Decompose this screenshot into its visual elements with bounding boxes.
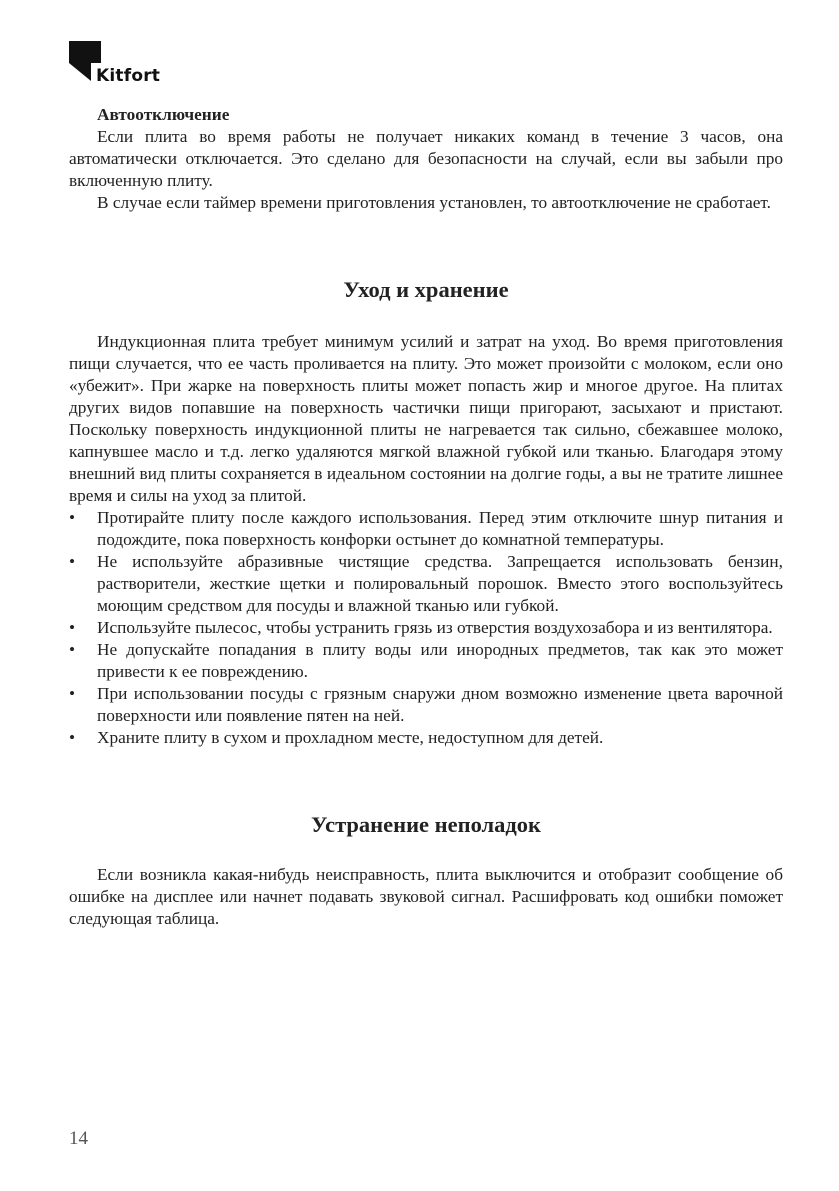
autooff-paragraph-2: В случае если таймер времени приготовления установлен, то автоотключение не сработает. (97, 193, 771, 212)
list-item-text: При использовании посуды с грязным снаружи дном возможно изменение цвета варочной поверхности или появление пятен на ней. (97, 684, 783, 725)
care-intro: Индукционная плита требует минимум усилий и затрат на уход. Во время приготовления пищи случается, что ее часть проливается на плиту. Это может произойти с молоком, если оно «убежит». При жарке на поверхность плиты может попасть жир и многое другое. На плитах других видов попавшие на поверхность частички пищи пригорают, засыхают и пристают. Поскольку поверхность индукционной плиты не нагревается так сильно, сбежавшее молоко, капнувшее масло и т.д. легко удаляются мягкой влажной губкой или тканью. Благодаря этому внешний вид плиты сохраняется в идеальном состоянии на долгие годы, а вы не тратите лишнее время и силы на уход за плитой. (69, 332, 783, 505)
list-item-text: Протирайте плиту после каждого использования. Перед этим отключите шнур питания и подождите, пока поверхность конфорки остынет до комнатной температуры. (97, 508, 783, 549)
bullet-icon: • (69, 640, 76, 659)
bullet-icon: • (69, 728, 76, 747)
list-item-text: Храните плиту в сухом и прохладном месте, недоступном для детей. (97, 728, 604, 747)
list-item (69, 727, 783, 749)
list-item-text: Используйте пылесос, чтобы устранить грязь из отверстия воздухозабора и из вентилятора. (97, 618, 773, 637)
list-item (69, 617, 783, 639)
bullet-icon: • (69, 684, 76, 703)
list-item-text: Не используйте абразивные чистящие средства. Запрещается использовать бензин, растворители, жесткие щетки и полировальный порошок. Вместо этого воспользуйтесь моющим средством для посуды и влажной тканью или губкой. (97, 552, 783, 615)
page-number: 14 (69, 1128, 88, 1149)
brand-logo (69, 41, 179, 91)
list-item (69, 551, 783, 617)
troubleshooting-paragraph: Если возникла какая-нибудь неисправность, плита выключится и отобразит сообщение об ошибке на дисплее или начнет подавать звуковой сигнал. Расшифровать код ошибки поможет следующая таблица. (69, 865, 783, 928)
autooff-heading: Автоотключение (97, 105, 230, 124)
bullet-icon: • (69, 552, 76, 571)
care-bullet-list (69, 507, 783, 749)
page-content (69, 104, 783, 930)
bullet-icon: • (69, 508, 76, 527)
care-heading: Уход и хранение (343, 277, 509, 302)
list-item (69, 507, 783, 551)
troubleshooting-heading: Устранение неполадок (311, 812, 541, 837)
brand-name: Kitfort (96, 66, 161, 86)
autooff-paragraph-1: Если плита во время работы не получает никаких команд в течение 3 часов, она автоматически отключается. Это сделано для безопасности на случай, если вы забыли про включенную плиту. (69, 127, 783, 190)
list-item (69, 639, 783, 683)
list-item (69, 683, 783, 727)
bullet-icon: • (69, 618, 76, 637)
list-item-text: Не допускайте попадания в плиту воды или инородных предметов, так как это может привести к ее повреждению. (97, 640, 783, 681)
